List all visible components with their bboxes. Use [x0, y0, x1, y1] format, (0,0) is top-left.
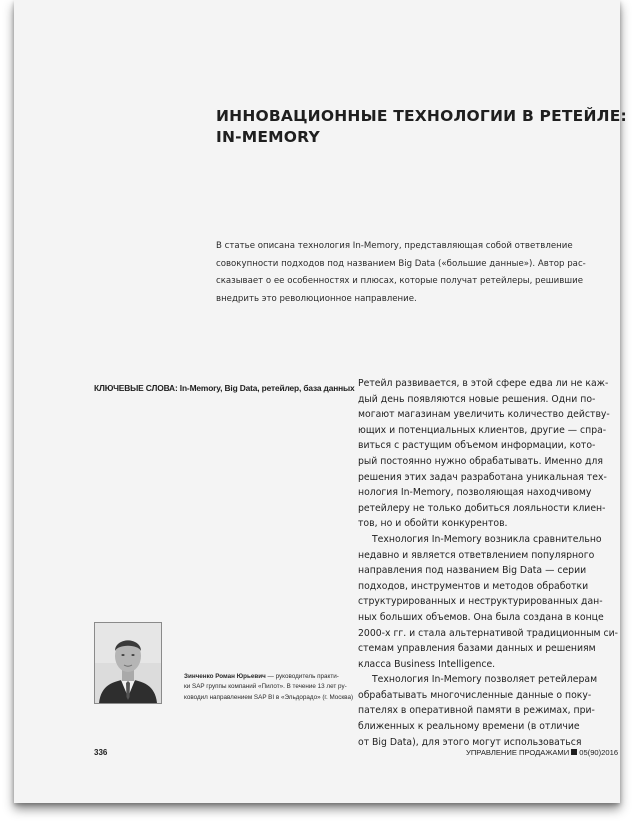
- body-line: ющих и потенциальных клиентов, другие — спра-: [358, 424, 607, 436]
- body-line: Ретейл развивается, в этой сфере едва ли не каж-: [358, 378, 609, 389]
- journal-page: [14, 0, 627, 803]
- article-body: [358, 376, 619, 750]
- body-line: ближенных к реальному времени (в отличие: [358, 721, 580, 733]
- body-line: нология In-Memory, позволяющая находчивому: [358, 487, 592, 499]
- abstract-line: сказывает о ее особенностях и плюсах, которые получат ретейлеры, решившие: [216, 276, 584, 286]
- abstract-line: В статье описана технология In-Memory, представляющая собой ответвление: [216, 241, 573, 251]
- article-abstract: [216, 238, 594, 308]
- author-portrait-icon: [95, 623, 161, 703]
- magazine-name: УПРАВЛЕНИЕ ПРОДАЖАМИ: [466, 748, 570, 757]
- running-footer: [466, 748, 618, 757]
- body-line: недавно и является ответвлением популярного: [358, 549, 595, 561]
- body-line: Технология In-Memory позволяет ретейлерам: [372, 674, 598, 686]
- title-line-1: ИННОВАЦИОННЫЕ ТЕХНОЛОГИИ В РЕТЕЙЛЕ:: [216, 107, 627, 125]
- page-number: 336: [94, 748, 108, 757]
- body-line: 2000-х гг. и стала альтернативой традиционным си-: [358, 627, 619, 639]
- caption-role: — руководитель практи-: [265, 673, 339, 680]
- keywords: [94, 383, 355, 393]
- body-line: стемам управления базами данных и решениям: [358, 643, 596, 655]
- body-line: структурированных и неструктурированных дан-: [358, 596, 603, 608]
- body-line: направления под названием Big Data — серии: [358, 565, 587, 577]
- body-line: виться с растущим объемом информации, кото-: [358, 440, 596, 452]
- keywords-label: КЛЮЧЕВЫЕ СЛОВА:: [94, 383, 178, 393]
- body-line: тов, но и обойти конкурентов.: [358, 518, 508, 530]
- caption-line: ководил направлением SAP BI в «Эльдорадо» (г. Москва): [184, 693, 354, 701]
- body-line: Технология In-Memory возникла сравнительно: [372, 533, 602, 545]
- body-line: ретейлеру не только добиться лояльности клиен-: [358, 502, 606, 514]
- author-caption: [184, 672, 354, 703]
- author-name: Зинченко Роман Юрьевич: [184, 673, 266, 680]
- body-line: дый день появляются новые решения. Одни по-: [358, 393, 596, 405]
- caption-line: ки SAP группы компаний «Пилот». В течение 13 лет ру-: [184, 683, 347, 691]
- body-line: решения этих задач разработана уникальная тех-: [358, 471, 607, 483]
- body-line: ных больших объемов. Она была создана в конце: [358, 611, 604, 623]
- keywords-value: In-Memory, Big Data, ретейлер, база данных: [179, 383, 355, 393]
- issue-number: 05(90)2016: [579, 748, 619, 757]
- body-line: пателях в оперативной памяти в режимах, при-: [358, 705, 595, 717]
- title-line-2: IN-MEMORY: [216, 128, 320, 146]
- article-title: [216, 106, 627, 148]
- body-line: от Big Data), для этого могут использоваться: [358, 736, 582, 748]
- body-line: подходов, инструментов и методов обработки: [358, 580, 589, 592]
- caption-line-1: [184, 672, 348, 682]
- abstract-line: совокупности подходов под названием Big Data («большие данные»). Автор рас-: [216, 258, 586, 269]
- abstract-line: внедрить это революционное направление.: [216, 293, 417, 304]
- square-separator-icon: [571, 749, 577, 755]
- body-line: класса Business Intelligence.: [358, 658, 496, 670]
- body-line: обрабатывать многочисленные данные о поку-: [358, 689, 592, 701]
- author-photo: [94, 622, 162, 704]
- body-line: могают магазинам увеличить количество действу-: [358, 409, 610, 421]
- body-line: рый постоянно нужно обрабатывать. Именно для: [358, 455, 603, 467]
